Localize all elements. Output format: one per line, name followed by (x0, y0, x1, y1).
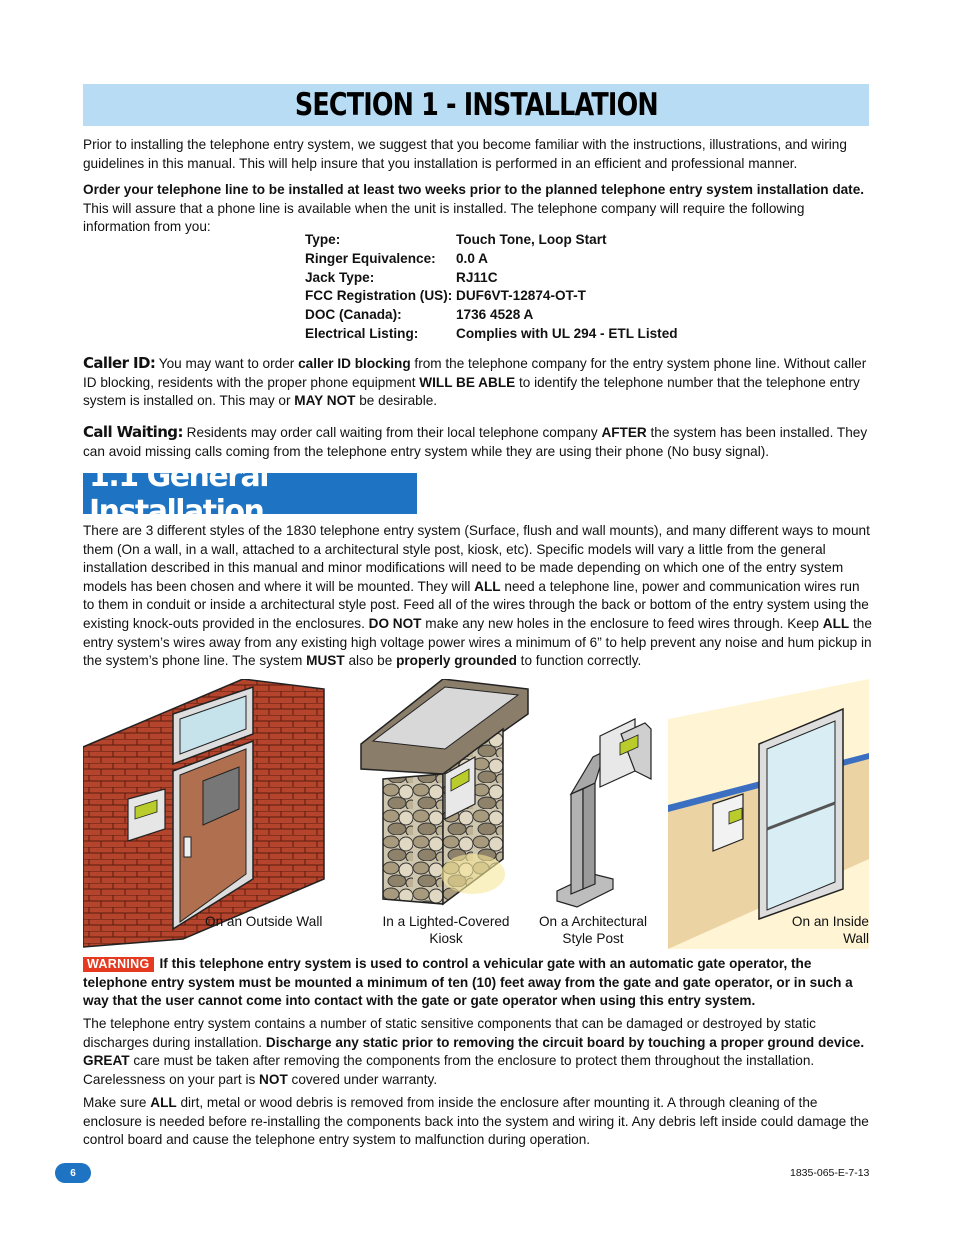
caption-post: On a Architectural Style Post (538, 914, 648, 946)
warning-badge: WARNING (83, 957, 154, 972)
kiosk-illustration (361, 679, 528, 904)
caption-outside-wall: On an Outside Wall (205, 914, 323, 929)
general-installation-banner (83, 458, 417, 529)
post-illustration (557, 719, 651, 907)
section-title: SECTION 1 - INSTALLATION (294, 87, 658, 123)
debris-paragraph: Make sure ALL dirt, metal or wood debris is removed from inside the enclosure after mounting it. A through cleaning of the enclosure is needed before re-installing the components back into the system and wiring it. Any debris left inside could damage the control board and cause the telephone entry system to malfunction during operation. (83, 1095, 869, 1148)
caller-id-heading: Caller ID: (83, 354, 156, 372)
spec-row: DOC (Canada): 1736 4528 A (305, 307, 534, 323)
order-rest: This will assure that a phone line is available when the unit is installed. The telephone company will require the following information from you: (83, 200, 805, 235)
spec-row: Type: Touch Tone, Loop Start (305, 232, 607, 247)
warning-text: If this telephone entry system is used to control a vehicular gate with an automatic gate operator, the telephone entry system must be mounted a minimum of ten (10) feet away from the gate and gate operator, or in such a way that the user cannot come into contact with the gate or gate operator when using this entry system. (83, 956, 853, 1009)
call-waiting-paragraph: Call Waiting: Residents may order call waiting from their local telephone company AFTER the system has been installed. They can avoid missing calls coming from the telephone entry system while they are using their phone (No busy signal). (83, 423, 868, 459)
general-installation-title: 1.1 General Installation (89, 458, 269, 529)
order-bold: Order your telephone line to be installed at least two weeks prior to the planned telephone entry system installation date. (83, 182, 865, 197)
caption-inside-wall: On an Inside Wall (791, 914, 869, 946)
general-paragraph: There are 3 different styles of the 1830 telephone entry system (Surface, flush and wall mounts), and many different ways to mount them (On a wall, in a wall, attached to a architectural style post, kiosk, etc). Specific models will vary a little from the general installation described in this manual and minor modifications will need to be made depending on which one of the entry system models has been chosen and where it will be mounted. They will ALL need a telephone line, power and communication wires run to them in conduit or inside a architectural style post. Feed all of the wires through the back or bottom of the entry system using the existing knock-outs provided in the enclosures. DO NOT make any new holes in the enclosure to feed wires through. Keep ALL the entry system’s wires away from any existing high voltage power wires a minimum of 6” to help prevent any noise and hum pickup in the system’s phone line. The system MUST also be properly grounded to function correctly. (83, 523, 872, 669)
caller-id-paragraph: Caller ID: You may want to order caller ID blocking from the telephone company for the entry system phone line. Without caller ID blocking, residents with the proper phone equipment WILL BE ABLE to identify the telephone number that the telephone entry system is installed on. This may or MAY NOT be desirable. (83, 354, 867, 409)
section-banner (83, 84, 869, 126)
intro-paragraph: Prior to installing the telephone entry system, we suggest that you become familiar with the instructions, illustrations, and wiring guidelines in this manual. This will help insure that you installation is performed in an efficient and professional manner. (83, 137, 847, 171)
spec-row: FCC Registration (US): DUF6VT-12874-OT-T (305, 288, 586, 304)
spec-row: Jack Type: RJ11C (305, 269, 498, 285)
inside-wall-illustration (668, 679, 869, 949)
spec-table (305, 231, 678, 344)
static-paragraph: The telephone entry system contains a number of static sensitive components that can be damaged or destroyed by static discharges during installation. Discharge any static prior to removing the circuit board by touching a proper ground device. GREAT care must be taken after removing the components from the enclosure to protect them throughout the installation. Carelessness on your part is NOT covered under warranty. (83, 1016, 865, 1087)
caption-kiosk: In a Lighted-Covered Kiosk (382, 914, 510, 946)
order-paragraph (83, 181, 873, 237)
spec-row: Electrical Listing: Complies with UL 294 - ETL Listed (305, 325, 678, 341)
call-waiting-heading: Call Waiting: (83, 423, 183, 441)
document-code: 1835-065-E-7-13 (790, 1167, 870, 1179)
warning-paragraph (83, 955, 873, 1011)
spec-row: Ringer Equivalence: 0.0 A (305, 250, 488, 266)
mounting-illustrations (83, 679, 869, 949)
outside-wall-illustration (83, 679, 324, 947)
page-number: 6 (55, 1163, 91, 1183)
